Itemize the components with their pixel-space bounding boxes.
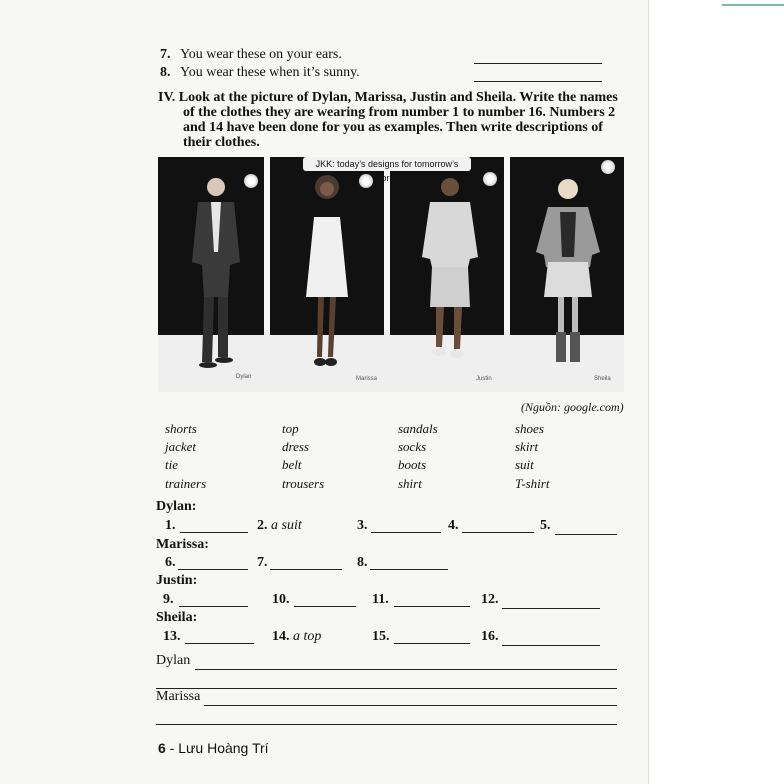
word-bank-item: sandals bbox=[398, 421, 438, 436]
answer-line-11[interactable] bbox=[394, 606, 470, 607]
model-sheila bbox=[510, 157, 624, 382]
answer-line-8[interactable] bbox=[474, 81, 602, 82]
answer-line-5[interactable] bbox=[555, 534, 617, 535]
model-dylan bbox=[158, 157, 268, 382]
question-number: 7. bbox=[160, 47, 171, 62]
question-8 bbox=[160, 64, 360, 81]
answer-item: 4. bbox=[448, 518, 459, 533]
person-label-marissa: Marissa: bbox=[156, 537, 209, 552]
answer-line-13[interactable] bbox=[185, 643, 254, 644]
answer-item: 13. bbox=[163, 629, 181, 644]
answer-line-9[interactable] bbox=[179, 606, 248, 607]
answer-item: 15. bbox=[372, 629, 390, 644]
answer-item: 2. a suit bbox=[257, 518, 302, 533]
example-answer: a suit bbox=[271, 518, 302, 533]
word-bank-item: top bbox=[282, 421, 299, 436]
question-text: You wear these on your ears. bbox=[180, 47, 342, 62]
section-number: IV. bbox=[158, 90, 176, 105]
instruction-line: Look at the picture of Dylan, Marissa, Justin and Sheila. Write the names bbox=[178, 90, 618, 105]
answer-item: 6. bbox=[165, 555, 176, 570]
instruction-line: of the clothes they are wearing from number 1 to number 16. Numbers 2 bbox=[183, 105, 616, 120]
author-name: Lưu Hoàng Trí bbox=[178, 740, 269, 756]
instruction-line: and 14 have been done for you as examples. Then write descriptions of bbox=[183, 120, 603, 135]
question-text: You wear these when it’s sunny. bbox=[180, 65, 360, 80]
answer-line-4[interactable] bbox=[462, 532, 534, 533]
page-number: 6 bbox=[158, 740, 166, 756]
word-bank-item: shoes bbox=[515, 421, 544, 436]
answer-item: 7. bbox=[257, 555, 268, 570]
person-label-dylan: Dylan: bbox=[156, 499, 197, 514]
person-label-sheila: Sheila: bbox=[156, 610, 198, 625]
model-justin bbox=[390, 157, 504, 382]
answer-item: 12. bbox=[481, 592, 499, 607]
model-marissa bbox=[270, 157, 384, 382]
word-bank-item: tie bbox=[165, 457, 178, 472]
answer-line-3[interactable] bbox=[371, 532, 441, 533]
answer-item: 14. a top bbox=[272, 629, 322, 644]
answer-line-6[interactable] bbox=[178, 569, 248, 570]
word-bank-item: belt bbox=[282, 457, 302, 472]
word-bank-item: shirt bbox=[398, 476, 422, 491]
answer-line-10[interactable] bbox=[294, 606, 356, 607]
description-line[interactable] bbox=[204, 705, 617, 706]
word-bank-item: boots bbox=[398, 457, 427, 472]
word-bank-item: dress bbox=[282, 439, 309, 454]
edge-accent bbox=[722, 4, 784, 6]
image-credit: (Nguồn: google.com) bbox=[521, 400, 624, 414]
page-edge bbox=[648, 0, 784, 784]
word-bank-item: socks bbox=[398, 439, 427, 454]
instruction-line: their clothes. bbox=[183, 135, 260, 150]
answer-item: 10. bbox=[272, 592, 290, 607]
description-line[interactable] bbox=[195, 669, 617, 670]
description-line[interactable] bbox=[156, 688, 617, 689]
footer-separator: - bbox=[165, 740, 179, 756]
description-line[interactable] bbox=[156, 724, 617, 725]
answer-item: 8. bbox=[357, 555, 368, 570]
word-bank-item: trainers bbox=[165, 476, 207, 491]
description-label-dylan: Dylan bbox=[156, 653, 191, 668]
photo-banner: JKK: today’s designs for tomorrow’s world. bbox=[303, 157, 471, 171]
answer-item: 5. bbox=[540, 518, 551, 533]
name-tag: Justin bbox=[476, 376, 492, 382]
word-bank-item: jacket bbox=[165, 439, 197, 454]
word-bank-item: skirt bbox=[515, 439, 539, 454]
question-number: 8. bbox=[160, 65, 171, 80]
answer-line-7[interactable] bbox=[474, 63, 602, 64]
answer-line-1[interactable] bbox=[180, 532, 248, 533]
answer-line-15[interactable] bbox=[394, 643, 470, 644]
page-footer bbox=[158, 740, 269, 756]
answer-item: 9. bbox=[163, 592, 174, 607]
example-answer: a top bbox=[293, 629, 322, 644]
word-bank-item: T-shirt bbox=[515, 476, 550, 491]
question-7 bbox=[160, 46, 342, 63]
name-tag: Sheila bbox=[594, 376, 611, 382]
name-tag: Marissa bbox=[356, 376, 378, 382]
person-label-justin: Justin: bbox=[156, 573, 198, 588]
answer-item: 11. bbox=[372, 592, 389, 607]
answer-item: 1. bbox=[165, 518, 176, 533]
section-instructions bbox=[158, 90, 626, 150]
answer-line-7b[interactable] bbox=[270, 569, 342, 570]
description-label-marissa: Marissa bbox=[156, 689, 201, 704]
word-bank-item: suit bbox=[515, 457, 534, 472]
answer-line-16[interactable] bbox=[502, 645, 600, 646]
answer-item: 3. bbox=[357, 518, 368, 533]
answer-line-8b[interactable] bbox=[370, 569, 448, 570]
name-tag: Dylan bbox=[236, 374, 252, 380]
answer-line-12[interactable] bbox=[502, 608, 600, 609]
word-bank-item: trousers bbox=[282, 476, 325, 491]
word-bank-item: shorts bbox=[165, 421, 197, 436]
answer-item: 16. bbox=[481, 629, 499, 644]
